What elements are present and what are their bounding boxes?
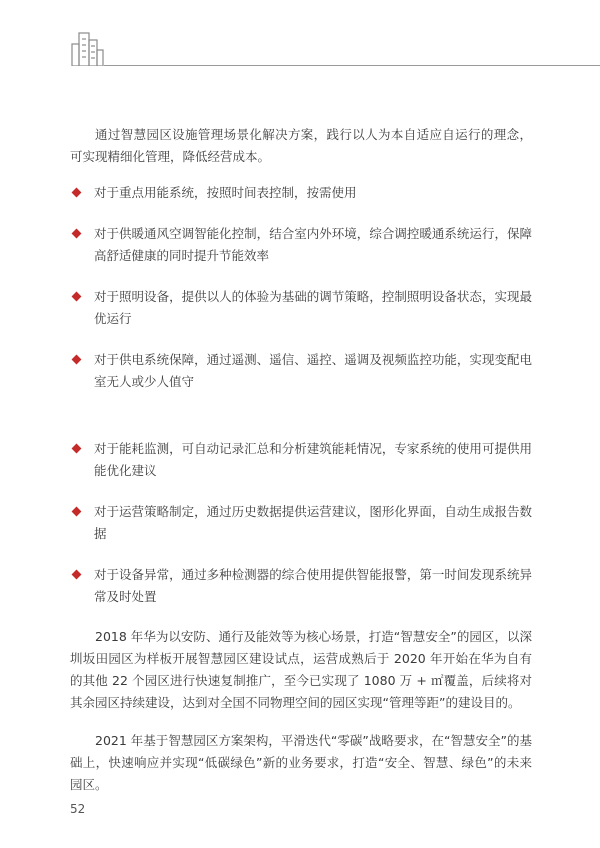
diamond-bullet-icon [72, 229, 82, 239]
list-item-text: 对于重点用能系统，按照时间表控制，按需使用 [94, 185, 357, 200]
list-item [70, 182, 532, 204]
list-item-text: 对于能耗监测，可自动记录汇总和分析建筑能耗情况，专家系统的使用可提供用能优化建议 [94, 441, 532, 478]
diamond-bullet-icon [72, 292, 82, 302]
list-item-text: 对于供暖通风空调智能化控制，结合室内外环境，综合调控暖通系统运行，保障高舒适健康的同时提升节能效率 [94, 226, 532, 263]
list-item [70, 349, 532, 393]
diamond-bullet-icon [72, 188, 82, 198]
diamond-bullet-icon [72, 570, 82, 580]
list-item [70, 223, 532, 267]
page-content [70, 124, 532, 796]
diamond-bullet-icon [72, 444, 82, 454]
list-item-text: 对于供电系统保障，通过遥测、遥信、遥控、遥调及视频监控功能，实现变配电室无人或少人值守 [94, 352, 532, 389]
body-paragraph: 2021 年基于智慧园区方案架构，平滑迭代“零碳”战略要求，在“智慧安全”的基础上，快速响应并实现“低碳绿色”新的业务要求，打造“安全、智慧、绿色”的未来园区。 [70, 733, 532, 792]
page-number: 52 [70, 802, 86, 816]
building-icon [70, 30, 104, 66]
intro-paragraph: 通过智慧园区设施管理场景化解决方案，践行以人为本自适应自运行的理念，可实现精细化管理，降低经营成本。 [70, 127, 532, 164]
list-item [70, 564, 532, 608]
list-item-text: 对于运营策略制定，通过历史数据提供运营建议，图形化界面，自动生成报告数据 [94, 504, 532, 541]
list-item-text: 对于设备异常，通过多种检测器的综合使用提供智能报警，第一时间发现系统异常及时处置 [94, 567, 532, 604]
list-item [70, 438, 532, 482]
header-rule [104, 65, 600, 66]
list-item [70, 501, 532, 545]
list-item-text: 对于照明设备，提供以人的体验为基础的调节策略，控制照明设备状态，实现最优运行 [94, 289, 532, 326]
body-paragraph: 2018 年华为以安防、通行及能效等为核心场景，打造“智慧安全”的园区，以深圳坂田园区为样板开展智慧园区建设试点，运营成熟后于 2020 年开始在华为自有的其他 22 个园区进行快速复制推广，至今已实现了 1080 万 + ㎡覆盖，后续将对其余园区持续建设，达到对全国不同物理空间的园区实现“管理等距”的建设目的。 [70, 629, 532, 710]
diamond-bullet-icon [72, 355, 82, 365]
diamond-bullet-icon [72, 507, 82, 517]
bullet-list [70, 182, 532, 608]
list-item [70, 286, 532, 330]
